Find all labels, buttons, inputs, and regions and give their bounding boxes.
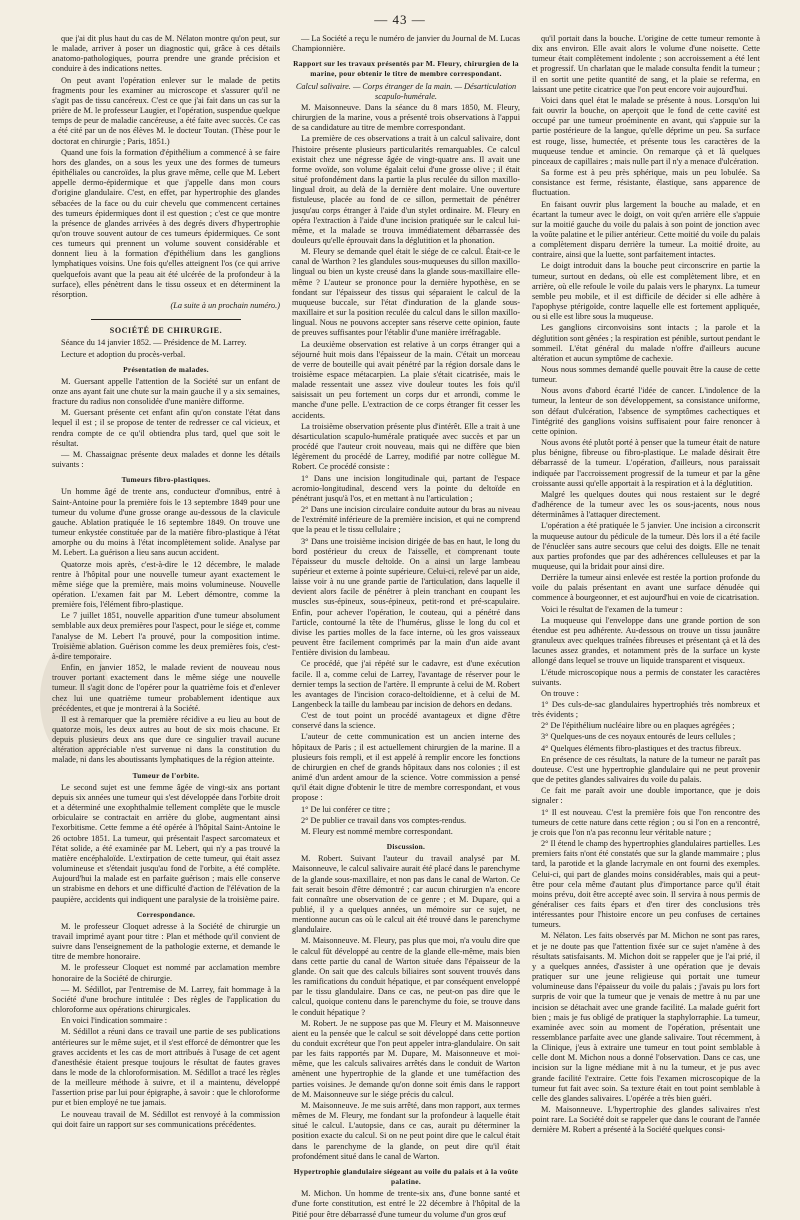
paragraph: M. Guersant présente cet enfant afin qu'on constate l'état dans lequel il est ; il se propose de tenter de redresser ce cal vicieux, et rendra compte de ce qu'il obtiendra plus tard, quel que soit le résultat. <box>52 408 280 448</box>
continued-note: (La suite à un prochain numéro.) <box>170 301 280 311</box>
paragraph: 1° Des culs-de-sac glandulaires hypertrophiés très nombreux et très évidents ; <box>532 700 760 720</box>
column-middle <box>292 34 520 1219</box>
section-heading: SOCIÉTÉ DE CHIRURGIE. <box>109 326 223 336</box>
paragraph: M. le professeur Cloquet est nommé par acclamation membre honoraire de la Société de chirurgie. <box>52 963 280 983</box>
paragraph: L'auteur de cette communication est un ancien interne des hôpitaux de Paris ; il est actuellement chirurgien de la marine. Il a plusieurs fois rempli, et il est appelé à remplir encore les fonctions de chirurgien en chef de grands hôpitaux dans nos colonies ; il est animé d'un ardent amour de la science. Votre commission a pensé qu'il était digne d'obtenir le titre de membre correspondant, et vous propose : <box>292 732 520 803</box>
paragraph: La muqueuse qui l'enveloppe dans une grande portion de son étendue est peu adhérente. Au-dessous on trouve un tissu jaunâtre granuleux avec quelques traînées fibreuses et présentant çà et là des lacunes assez grandes, et notamment près de la surface un kyste allongé dans lequel se trouve un liquide transparent et visqueux. <box>532 615 760 666</box>
paragraph: En faisant ouvrir plus largement la bouche au malade, et en écartant la tumeur avec le doigt, on voit qu'en arrière elle s'appuie sur la moitié gauche du voile du palais à son point de jonction avec la voûte palatine et le pilier antérieur. Cette moitié du voile du palais a complètement disparu derrière la tumeur. La moitié droite, au contraire, ainsi que la luette, sont parfaitement intactes. <box>532 199 760 260</box>
paragraph: 3° Quelques-uns de ces noyaux entourés de leurs cellules ; <box>541 732 736 742</box>
paragraph: Ce procédé, que j'ai répété sur le cadavre, est d'une exécution facile. Il a, comme celui de Larrey, l'avantage de réserver pour le dernier temps la section de l'artère. Il emprunte à celui de M. Robert les avantages de l'incision coraco-deltoïdienne, et à celui de M. Langenbeck la taille du lambeau par incision de dehors en dedans. <box>292 659 520 709</box>
paragraph: Il est à remarquer que la première récidive a eu lieu au bout de quatorze mois, les deux autres au bout de six mois chacune. Et depuis plusieurs deux ans que dure ce singulier travail aucune altération appréciable n'est survenue ni dans la constitution du malade, ni dans les aboutissants lymphatiques de la région atteinte. <box>52 714 280 765</box>
paragraph: Nous avons été plutôt porté à penser que la tumeur était de nature plus bénigne, fibreuse ou fibro-plastique. Le malade désirait être débarrassé de la tumeur. L'opération, d'ailleurs, nous paraissait indiquée par l'accroissement progressif de la tumeur et par la gêne croissante aussi qu'elle apportait à la respiration et à la déglutition. <box>532 438 760 488</box>
paragraph: M. Maisonneuve. L'hypertrophie des glandes salivaires n'est point rare. La Société doit se rappeler que dans le courant de l'année dernière M. Robert a présenté à la Société quelques consi- <box>532 1105 760 1135</box>
paper-stain <box>40 640 110 760</box>
paper-stain <box>420 540 470 590</box>
paragraph: L'opération a été pratiquée le 5 janvier. Une incision a circonscrit la muqueuse autour du pédicule de la tumeur. Dès lors il a été facile de l'énucléer sans autre secours que celui des doigts. Elle ne tenait aux parties profondes que par des adhérences celluleuses et par la muqueuse, qui la bridait pour ainsi dire. <box>532 521 760 571</box>
paragraph: — M. Sédillot, par l'entremise de M. Larrey, fait hommage à la Société d'une brochure intitulée : Des règles de l'application du chloroforme aux opérations chirurgicales. <box>52 984 280 1015</box>
paragraph: 1° Dans une incision longitudinale qui, partant de l'espace acromio-longitudinal, descend vers la pointe du deltoïde en pénétrant jusqu'à l'os, et en mettant à nu l'articulation ; <box>292 473 520 503</box>
section-heading: Présentation de malades. <box>123 364 209 374</box>
section-heading: Correspondance. <box>136 909 196 919</box>
paragraph: Derrière la tumeur ainsi enlevée est restée la portion profonde du voile du palais présentant en avant une surface dénudée qui commence à bourgeonner, et est aujourd'hui en voie de cicatrisation. <box>532 573 760 603</box>
paragraph: Lecture et adoption du procès-verbal. <box>61 349 186 359</box>
paragraph: 2° Il étend le champ des hypertrophies glandulaires partielles. Les premiers faits n'ont été constatés que sur la glande mammaire ; plus tard, la parotide et la glande lacrymale en ont fourni des exemples. Celui-ci, qui part de glandes moins considérables, mais qui a peut-être pour cela même d'autant plus d'importance parce qu'il était moins prévu, doit être accepté avec soin. Il servira à nous permis de généraliser ces faits épars et d'en tirer des conclusions très intéressantes pour l'histoire encore un peu confuses de certaines tumeurs. <box>532 839 760 930</box>
paragraph: Quand une fois la formation d'épithélium a commencé à se faire hors des glandes, on a sous les yeux une des formes de tumeurs épithéliales ou cancroïdes, la plus grave même, celle que M. Lebert appelle dermo-épidermique et que j'appelle dans mon cours d'origine glandulaire. C'est, en effet, par hypertrophie des glandes sébacées de la face ou du cuir chevelu que commencent certaines des tumeurs épidermiques dont il est question ; c'est ce que montre la présence de glandes arrivées à des degrés divers d'hypertrophie qu'on trouve souvent autour de ces tumeurs épidermiques. Ce sont ces tumeurs qui prennent un volume souvent considérable et donnent lieu à la formation d'épithélium dans les ganglions lymphatiques voisins. Une fois qu'elles atteignent l'os (ce qui arrive quelquefois avant que la peau ait été ulcérée de la profondeur à la surface), elles pénètrent dans le tissu osseux et en déterminent la résorption. <box>52 147 280 299</box>
paragraph: Ce fait me paraît avoir une double importance, que je dois signaler : <box>532 786 760 806</box>
paragraph: En voici l'indication sommaire : <box>61 1016 168 1026</box>
paragraph: Le nouveau travail de M. Sédillot est renvoyé à la commission qui doit faire un rapport sur ses communications précédentes. <box>52 1109 280 1129</box>
paragraph: M. Sédillot a réuni dans ce travail une partie de ses publications antérieures sur le même sujet, et il s'est efforcé de démontrer que les graves accidents et les cas de mort attribués à l'usage de cet agent d'anesthésie étaient presque toujours le résultat de fautes graves dans le mode de la chloroformisation. M. Sédillot a tracé les règles de la meilleure méthode à suivre, et il a maintenu, développé l'assertion prise par lui pour épigraphe, à savoir : que le chloroforme pur et bien employé ne tue jamais. <box>52 1027 280 1108</box>
paragraph: M. Maisonneuve. Dans la séance du 8 mars 1850, M. Fleury, chirurgien de la marine, vous a présenté trois observations à l'appui de sa candidature au titre de membre correspondant. <box>292 102 520 133</box>
paragraph: Malgré les quelques doutes qui nous restaient sur le degré d'adhérence de la tumeur avec les os sous-jacents, nous nous déterminâmes à l'attaquer directement. <box>532 489 760 520</box>
paragraph: 2° De l'épithélium nucléaire libre ou en plaques agrégées ; <box>541 721 735 731</box>
paragraph: Nous nous sommes demandé quelle pouvait être la cause de cette tumeur. <box>532 365 760 385</box>
paragraph: Sa forme est à peu près sphérique, mais un peu lobulée. Sa consistance est ferme, résistante, élastique, sans apparence de fluctuation. <box>532 168 760 198</box>
paragraph: La deuxième observation est relative à un corps étranger qui a séjourné huit mois dans l'épaisseur de la main. C'était un morceau de verre de bouteille qui avait pénétré par la région dorsale dans le troisième espace métacarpien. La plaie s'était cicatrisée, mais le malade ressentait une assez vive douleur toutes les fois qu'il saisissait un peu fortement un corps dur et arrondi, comme le manche d'une pelle. L'extraction de ce corps étranger fit cesser les accidents. <box>292 339 520 420</box>
paragraph: Séance du 14 janvier 1852. — Présidence de M. Larrey. <box>61 338 247 348</box>
paragraph: M. Michon. Un homme de trente-six ans, d'une bonne santé et d'une forte constitution, est entré le 22 décembre à l'hôpital de la Pitié pour être débarrassé d'une tumeur du volume d'un gros œuf <box>292 1189 520 1219</box>
column-right <box>532 34 760 1154</box>
paragraph: Le second sujet est une femme âgée de vingt-six ans portant depuis six années une tumeur qui s'est développée dans l'orbite droit et a déterminé une exophthalmie tellement complète que le muscle orbiculaire se contractait en arrière du globe, augmentant ainsi l'exorbitisme. Cette femme a été opérée à l'hôpital Saint-Antoine le 26 octobre 1851. La tumeur, qui présentait l'aspect sarcomateux et l'état solide, a été examinée par M. Lebert, qui n'y a pas trouvé la matière encéphaloïde. L'extirpation de cette tumeur, qui était assez volumineuse et s'étendait jusqu'au fond de l'orbite, a été complète. Aujourd'hui la malade est en parfaite guérison ; mais elle conserve un strabisme en dehors et une difficulté d'action de l'élévation de la paupière, accidents qui indiquent une paralysie de la troisième paire. <box>52 782 280 904</box>
paragraph: M. le professeur Cloquet adresse à la Société de chirurgie un travail imprimé ayant pour titre : Plan et méthode qu'il convient de suivre dans l'enseignement de la pathologie externe, et demande le titre de membre honoraire. <box>52 921 280 962</box>
paragraph: — La Société a reçu le numéro de janvier du Journal de M. Lucas Championnière. <box>292 34 520 54</box>
paragraph: La première de ces observations a trait à un calcul salivaire, dont l'histoire présente plusieurs particularités remarquables. Ce calcul existait chez une négresse âgée de vingt-quatre ans. Il avait une forme ovoïde, son volume égalait celui d'une grosse olive ; il était situé profondément dans la partie la plus reculée du sillon maxillo-lingual droit, au delà de la dernière dent molaire. Une ouverture fistuleuse, placée au fond de ce sillon, permettait de pénétrer jusqu'au corps étranger à l'aide d'un stylet ordinaire. M. Fleury en opéra l'extraction à l'aide d'une incision pratiquée sur le calcul lui-même, et la malade se trouva immédiatement débarrassée des douleurs qu'elle éprouvait dans la déglutition et la phonation. <box>292 134 520 245</box>
paragraph: M. Fleury se demande quel était le siége de ce calcul. Était-ce le canal de Warthon ? les glandules sous-muqueuses du sillon maxillo-lingual ou bien un kyste creusé dans la glande sous-maxillaire elle-même ? L'auteur se prononce pour la dernière hypothèse, en se fondant sur l'épaisseur des tissus qui séparaient le calcul de la muqueuse buccale, sur l'état d'induration de la glande sous-maxillaire et sur la position reculée du calcul dans le sillon maxillo-lingual. Nous ne pouvons accepter sans réserve cette opinion, faute de preuves suffisantes pour l'établir d'une manière irréfragable. <box>292 247 520 338</box>
paragraph: Voici dans quel état le malade se présente à nous. Lorsqu'on lui fait ouvrir la bouche, on aperçoit que le fond de cette cavité est occupé par une tumeur proéminente en avant, qui s'appuie sur la partie postérieure de la langue, qu'elle déprime un peu. Sa surface est rouge, lisse, humectée, et présente tous les caractères de la muqueuse tendue et amincie. On remarque çà et là quelques pinceaux de capillaires ; mais nulle part il n'y a menace d'ulcération. <box>532 95 760 166</box>
paragraph: M. Fleury est nommé membre correspondant. <box>301 826 453 836</box>
section-heading: Discussion. <box>386 842 426 852</box>
section-heading: Tumeurs fibro-plastiques. <box>121 475 211 485</box>
paragraph: L'étude microscopique nous a permis de constater les caractères suivants. <box>532 667 760 687</box>
section-heading: Tumeur de l'orbite. <box>132 770 200 780</box>
paragraph: Voici le résultat de l'examen de la tumeur : <box>541 604 683 614</box>
paragraph: Les ganglions circonvoisins sont intacts ; la parole et la déglutition sont gênées ; la respiration est pénible, surtout pendant le sommeil. L'état général du malade n'offre d'ailleurs aucune altération et aucun symptôme de cachexie. <box>532 323 760 363</box>
section-heading: Rapport sur les travaux présentés par M. Fleury, chirurgien de la marine, pour obtenir le titre de membre correspondant. <box>293 59 519 79</box>
paragraph: C'est de tout point un procédé avantageux et digne d'être conservé dans la science. <box>292 711 520 731</box>
paragraph: En présence de ces résultats, la nature de la tumeur ne paraît pas douteuse. C'est une hypertrophie glandulaire qui ne peut provenir que de petites glandes salivaires du voile du palais. <box>532 754 760 785</box>
paragraph: On trouve : <box>541 688 579 698</box>
paragraph: que j'ai dit plus haut du cas de M. Nélaton montre qu'on peut, sur le malade, arriver à poser un diagnostic qui, grâce à ces détails anatomo-pathologiques, pourra prendre une grande précision et conduire à des indications nettes. <box>52 34 280 74</box>
paragraph: Le 7 juillet 1851, nouvelle apparition d'une tumeur absolument semblable aux deux premières pour l'aspect, pour le siége et, comme l'analyse de M. Lebert l'a prouvé, pour la composition intime. Troisième ablation. Guérison comme les deux premières fois, c'est-à-dire temporaire. <box>52 611 280 661</box>
paragraph: On peut avant l'opération enlever sur le malade de petits fragments pour les examiner au microscope et s'assurer qu'il ne s'agit pas de tissu cancéreux. C'est ce que j'ai fait dans un cas sur la prière de M. le professeur Laugier, et l'opération, suspendue quelque temps de peur de maladie cancéreuse, a été faite avec succès. Ce cas a été cité par un de nos élèves M. le docteur Toutan. (Thèse pour le doctorat en chirurgie ; Paris, 1851.) <box>52 75 280 146</box>
paragraph: M. Robert. Je ne suppose pas que M. Fleury et M. Maisonneuve aient eu la pensée que le calcul se soit développé dans cette portion du conduit excréteur que l'on peut appeler intra-glandulaire. On sait par les faits rapportés par M. Dupare, M. Maisonneuve et moi-même, que les calculs salivaires arrêtés dans le conduit de Warton amènent une hypertrophie de la glande et une tuméfaction des parties voisines. Je demande qu'on donne soit émis dans le rapport de M. Maisonneuve sur le siége précis du calcul. <box>292 1018 520 1099</box>
paragraph: M. Nélaton. Les faits observés par M. Michon ne sont pas rares, et je ne doute pas que l'attention fixée sur ce sujet n'amène à des résultats satisfaisants. M. Michon doit se rappeler que je l'ai prié, il y a quelques années, d'assister à une opération que je devais pratiquer sur une jeune religieuse qui portait une tumeur volumineuse dans l'épaisseur du voile du palais ; j'avais pu lors fort surpris de voir que la tumeur que je venais de mettre à nu par une incision se détachait avec une grande facilité. La malade guérit fort bien ; mais je fus obligé de pratiquer la staphylorraphie. La tumeur, examinée avec soin au moment de l'opération, présentait une ressemblance parfaite avec une glande salivaire. Tout récemment, à la Clinique, j'eus à extraire une tumeur en tout point semblable à celle dont M. Michon nous a donné l'observation. Dans ce cas, une incision sur la ligne médiane mit à nu la tumeur, et je pus avec grande facilité l'extraire. Cette fois l'examen microscopique de la tumeur fut fait avec soin. Sa texture était en tout point semblable à celle des glandes salivaires. L'opérée a très bien guéri. <box>532 931 760 1103</box>
section-heading: Hypertrophie glandulaire siégeant au voile du palais et à la voûte palatine. <box>293 1166 519 1187</box>
paragraph: La troisième observation présente plus d'intérêt. Elle a trait à une désarticulation scapulo-humérale pratiquée avec succès et par un procédé que l'auteur croit nouveau, mais qui ne diffère que bien légèrement du procédé de Larrey, modifié par notre collègue M. Robert. Ce procédé consiste : <box>292 421 520 472</box>
paragraph: 3° Dans une troisième incision dirigée de bas en haut, le long du bord postérieur du creux de l'aisselle, et comprenant toute l'épaisseur du muscle deltoïde. On a ainsi un large lambeau supérieur et externe à pointe supérieure. Celui-ci, relevé par un aide, laisse voir à nu une grande partie de l'articulation, dans laquelle il devient alors facile de pénétrer à plein tranchant en coupant les muscles sus-épineux, sous-épineux, petit-rond et pré-scapulaire. Enfin, pour achever l'opération, le couteau, qui a pénétré dans l'article, contourné la tête de l'humérus, glisse le long du col et divise les parties molles de la face interne, où les gros vaisseaux peuvent être facilement comprimés par la main d'un aide avant l'entière division du lambeau. <box>292 536 520 658</box>
section-divider <box>91 319 241 320</box>
subtitle: Calcul salivaire. — Corps étranger de la main. — Désarticulation scapulo-humérale. <box>295 81 517 101</box>
paragraph: M. Robert. Suivant l'auteur du travail analysé par M. Maisonneuve, le calcul salivaire aurait été placé dans le parenchyme de la glande sous-maxillaire, et non pas dans le canal de Warton. Ce fait serait besoin d'être démontré ; car aucun chirurgien n'a encore fait connaître une observation de ce genre ; et M. Dupare, qui a publié, il y a quelques années, un mémoire sur ce sujet, ne mentionne aucun cas où le calcul ait été trouvé dans le parenchyme glandulaire. <box>292 854 520 935</box>
paragraph: M. Maisonneuve. Je me suis arrêté, dans mon rapport, aux termes mêmes de M. Fleury, me fondant sur la profondeur à laquelle était situé le calcul. L'autopsie, dans ce cas, aurait pu déterminer la position exacte du calcul. Si on ne peut point dire que le calcul était dans le parenchyme de la glande, on peut dire qu'il était profondément situé dans le canal de Warton. <box>292 1100 520 1161</box>
paragraph: M. Guersant appelle l'attention de la Société sur un enfant de onze ans ayant fait une chute sur la main gauche il y a six semaines, fracture du radius non consolidée d'une manière difforme. <box>52 376 280 407</box>
paragraph: 4° Quelques éléments fibro-plastiques et des tractus fibreux. <box>541 743 742 753</box>
paragraph: Enfin, en janvier 1852, le malade revient de nouveau nous trouver portant exactement dans le même siége une nouvelle tumeur. Il s'agit donc de l'opérer pour la quatrième fois et d'enlever chez lui une quatrième tumeur probablement identique aux précédentes, et que je montrerai à la Société. <box>52 663 280 713</box>
page-number: — 43 — <box>374 12 426 27</box>
paragraph: 1° De lui conférer ce titre ; <box>301 804 391 814</box>
paragraph: 2° Dans une incision circulaire conduite autour du bras au niveau de l'extrémité inférieure de la première incision, et qui ne comprend que la peau et le tissu cellulaire ; <box>292 505 520 535</box>
paragraph: 2° De publier ce travail dans vos comptes-rendus. <box>301 815 467 825</box>
paragraph: M. Maisonneuve. M. Fleury, pas plus que moi, n'a voulu dire que le calcul fût développé au centre de la glande elle-même, mais bien dans cette partie du canal de Warton située dans l'épaisseur de la glande. On sait que des calculs biliaires sont souvent trouvés dans les ramifications du conduit hépatique, et par conséquent enveloppé par le tissu glandulaire. Dans ce cas, ne peut-on pas dire que le calcul, quoique contenu dans le parenchyme du foie, se trouve dans le conduit hépatique ? <box>292 936 520 1017</box>
paragraph: — M. Chassaignac présente deux malades et donne les détails suivants : <box>52 449 280 470</box>
paragraph: Le doigt introduit dans la bouche peut circonscrire en partie la tumeur, surtout en dedans, où elle est complètement libre, et en arrière, où elle refoule le voile du palais vers le pharynx. La tumeur semble peu mobile, et il est difficile de décider si elle adhère à l'apophyse ptérigoïde, contre laquelle elle est fortement appliquée, ou si elle est libre sous la muqueuse. <box>532 261 760 322</box>
paragraph: Un homme âgé de trente ans, conducteur d'omnibus, entré à Saint-Antoine pour la première fois le 13 septembre 1849 pour une tumeur du volume d'une grosse orange au-dessous de la clavicule gauche. Ablation pratiquée le 16 septembre 1849. On trouve une tumeur enkystée constituée par de la matière fibro-plastique à l'état amorphe ou du moins à l'état incomplètement solide. Analyse par M. Lebert. La guérison a lieu sans aucun accident. <box>52 487 280 558</box>
paragraph: Quatorze mois après, c'est-à-dire le 12 décembre, le malade rentre à l'hôpital pour une nouvelle tumeur ayant exactement le même siége que la première, mais moins volumineuse. Nouvelle opération. L'examen fait par M. Lebert démontre, comme la première fois, l'élément fibro-plastique. <box>52 559 280 610</box>
paragraph: qu'il portait dans la bouche. L'origine de cette tumeur remonte à dix ans environ. Elle avait alors le volume d'une noisette. Cette tumeur était complètement indolente ; son accroissement a été lent et progressif. Un charlatan que le malade consulta fendit la tumeur ; il en sortit une petite quantité de sang, et la plaie se referma, en laissant une petite cicatrice que l'on peut encore voir aujourd'hui. <box>532 34 760 94</box>
paragraph: 1° Il est nouveau. C'est la première fois que l'on rencontre des tumeurs de cette nature dans cette région ; ou si l'on en a rencontré, je crois que l'on n'a pas reconnu leur véritable nature ; <box>532 807 760 837</box>
column-left <box>52 34 280 1154</box>
paragraph: Nous avons d'abord écarté l'idée de cancer. L'indolence de la tumeur, la lenteur de son développement, sa consistance uniforme, son défaut d'ulcération, l'absence de symptômes cachectiques et l'intégrité des ganglions voisins suffisaient pour faire renoncer à cette opinion. <box>532 386 760 436</box>
